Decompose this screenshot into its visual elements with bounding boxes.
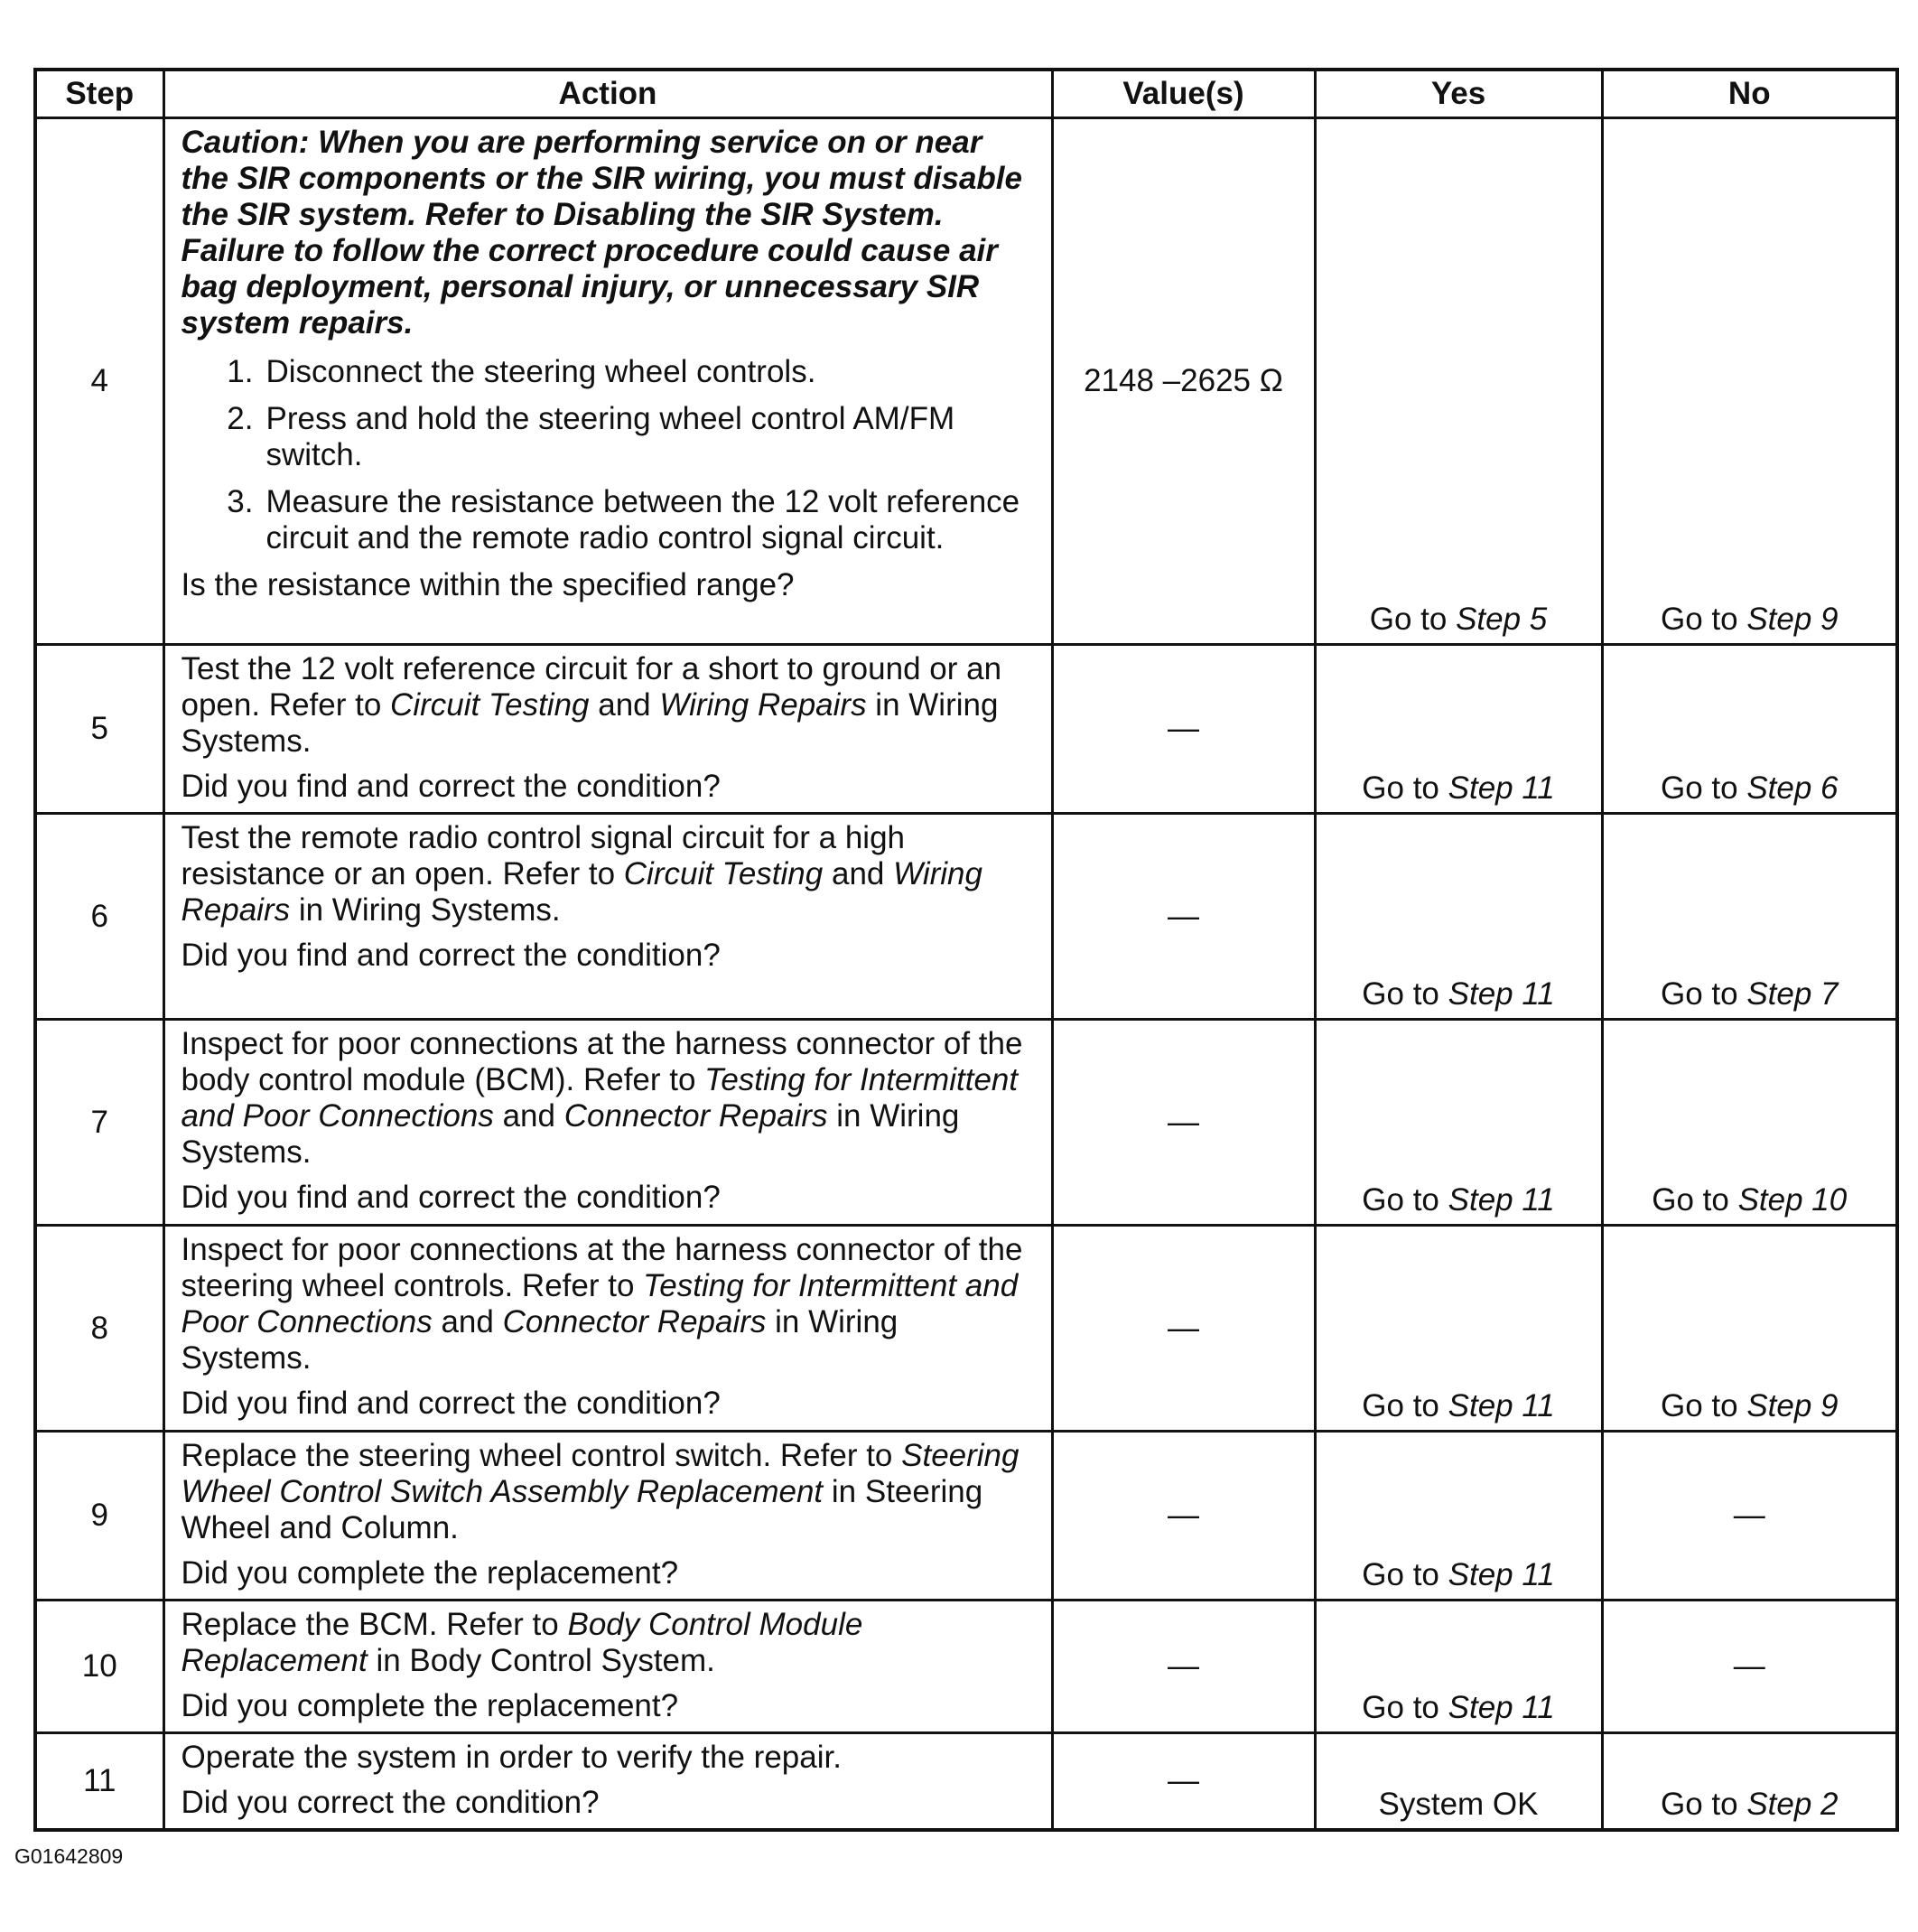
table-row [35, 1601, 1897, 1733]
no-prefix: Go to [1660, 602, 1747, 637]
reference-link: Connector Repairs [502, 1304, 767, 1339]
no-step-link: Step 10 [1737, 1182, 1848, 1218]
action-text-part: Replace the steering wheel control switch. Refer to [181, 1438, 902, 1473]
yes-step-link: Step 11 [1448, 1690, 1555, 1725]
yes-cell [1315, 645, 1602, 814]
substep-text: Press and hold the steering wheel control AM/FM switch. [265, 401, 955, 472]
yes-cell [1315, 1601, 1602, 1733]
action-cell [163, 1601, 1052, 1733]
question-text: Did you complete the replacement? [181, 1555, 679, 1591]
question-text: Is the resistance within the specified range? [181, 567, 795, 602]
action-text [182, 820, 1035, 929]
value-cell: — [1052, 814, 1315, 1020]
no-cell [1602, 1226, 1897, 1432]
substep-text: Disconnect the steering wheel controls. [265, 354, 816, 389]
action-text-part: and [432, 1304, 503, 1339]
reference-link: Circuit Testing [623, 856, 824, 891]
value-cell: — [1052, 1226, 1315, 1432]
substep-text: Measure the resistance between the 12 volt reference circuit and the remote radio control signal circuit. [265, 484, 1020, 555]
no-step-link: Step 2 [1746, 1787, 1839, 1822]
action-text-part: in Wiring Systems. [290, 892, 561, 928]
reference-link: Wiring Repairs [181, 856, 982, 928]
value-cell: 2148 –2625 Ω [1052, 118, 1315, 645]
action-text-part: Inspect for poor connections at the harness connector of the body control module (BCM). Refer to [181, 1026, 1023, 1097]
reference-link: Body Control Module Replacement [181, 1607, 863, 1678]
yes-step-link: Step 11 [1448, 770, 1555, 806]
question-text: Did you find and correct the condition? [181, 1180, 721, 1215]
yes-prefix: Go to [1369, 602, 1457, 637]
substep-number: 1. [227, 354, 254, 389]
question-text: Did you correct the condition? [181, 1785, 600, 1820]
no-step-link: Step 9 [1746, 1388, 1839, 1423]
step-number: 6 [35, 814, 163, 1020]
action-text-part: Test the remote radio control signal circuit for a high resistance or an open. Refer to [181, 820, 905, 891]
action-text [182, 651, 1035, 760]
table-row [35, 814, 1897, 1020]
no-prefix: Go to [1660, 1787, 1747, 1822]
action-text: Operate the system in order to verify the repair. [181, 1740, 842, 1775]
reference-link: Testing for Intermittent and Poor Connections [181, 1268, 1019, 1339]
substep-number: 2. [227, 401, 254, 436]
reference-link: Wiring Repairs [659, 687, 867, 723]
action-cell [163, 645, 1052, 814]
action-cell [163, 1020, 1052, 1226]
no-cell [1602, 1020, 1897, 1226]
list-item [182, 354, 1035, 390]
action-text [182, 1026, 1035, 1171]
action-text-part: Test the 12 volt reference circuit for a short to ground or an open. Refer to [181, 651, 1002, 723]
yes-step-link: Step 11 [1448, 1388, 1555, 1423]
yes-cell [1315, 118, 1602, 645]
question-text: Did you find and correct the condition? [181, 938, 721, 973]
yes-prefix: Go to [1362, 1557, 1448, 1592]
action-text-part: in Body Control System. [367, 1643, 715, 1678]
no-step-link: Step 7 [1746, 976, 1839, 1012]
yes-cell [1315, 1432, 1602, 1601]
yes-step-link: Step 5 [1456, 602, 1548, 637]
no-prefix: Go to [1660, 976, 1747, 1012]
caution-text: Caution: When you are performing service on or near the SIR components or the SIR wiring, you must disable the SIR system. Refer to Disabling the SIR System. Failure to follow the correct procedure could cause air bag deployment, personal injury, or unnecessary SIR system repairs. [181, 125, 1022, 341]
action-text-part: and [493, 1098, 564, 1134]
header-row [35, 70, 1897, 118]
action-cell [163, 1432, 1052, 1601]
header-values: Value(s) [1052, 70, 1315, 118]
no-cell [1602, 814, 1897, 1020]
question-text: Did you find and correct the condition? [181, 769, 721, 804]
no-step-link: Step 9 [1746, 602, 1839, 637]
yes-prefix: Go to [1362, 770, 1448, 806]
substep-list [182, 354, 1035, 556]
action-text-part: and [589, 687, 660, 723]
value-cell: — [1052, 1432, 1315, 1601]
action-text [182, 1232, 1035, 1377]
diagnostic-table [33, 68, 1899, 1832]
yes-cell: System OK [1315, 1733, 1602, 1831]
no-cell [1602, 1733, 1897, 1831]
yes-prefix: Go to [1362, 976, 1448, 1012]
yes-cell [1315, 1226, 1602, 1432]
header-action: Action [163, 70, 1052, 118]
action-text-part: and [823, 856, 894, 891]
header-step: Step [35, 70, 163, 118]
substep-number: 3. [227, 484, 254, 519]
value-cell: — [1052, 1601, 1315, 1733]
yes-step-link: Step 11 [1448, 976, 1555, 1012]
no-step-link: Step 6 [1746, 770, 1839, 806]
no-cell [1602, 118, 1897, 645]
step-number: 7 [35, 1020, 163, 1226]
action-cell [163, 814, 1052, 1020]
yes-prefix: Go to [1362, 1388, 1448, 1423]
action-cell [163, 118, 1052, 645]
table-row [35, 1432, 1897, 1601]
table-row [35, 1020, 1897, 1226]
step-number: 9 [35, 1432, 163, 1601]
no-prefix: Go to [1652, 1182, 1738, 1218]
action-text-part: in Wiring Systems. [181, 687, 999, 759]
value-cell: — [1052, 1020, 1315, 1226]
action-text-part: in Wiring Systems. [181, 1098, 960, 1170]
reference-link: Testing for Intermittent and Poor Connections [181, 1062, 1019, 1134]
no-cell: — [1602, 1601, 1897, 1733]
yes-cell [1315, 814, 1602, 1020]
reference-link: Steering Wheel Control Switch Assembly Replacement [181, 1438, 1020, 1509]
action-text-part: in Wiring Systems. [181, 1304, 898, 1376]
question-text: Did you find and correct the condition? [181, 1386, 721, 1421]
no-cell: — [1602, 1432, 1897, 1601]
step-number: 10 [35, 1601, 163, 1733]
value-cell: — [1052, 645, 1315, 814]
reference-link: Circuit Testing [390, 687, 590, 723]
step-number: 8 [35, 1226, 163, 1432]
action-cell [163, 1226, 1052, 1432]
no-prefix: Go to [1660, 1388, 1747, 1423]
action-text-part: Inspect for poor connections at the harness connector of the steering wheel controls. Refer to [181, 1232, 1023, 1303]
step-number: 5 [35, 645, 163, 814]
table-row [35, 645, 1897, 814]
table-row [35, 118, 1897, 645]
action-text-part: Replace the BCM. Refer to [181, 1607, 568, 1642]
yes-step-link: Step 11 [1448, 1182, 1555, 1218]
list-item [182, 401, 1035, 473]
table-row [35, 1733, 1897, 1831]
action-text-part: in Steering Wheel and Column. [181, 1474, 983, 1545]
step-number: 11 [35, 1733, 163, 1831]
yes-cell [1315, 1020, 1602, 1226]
yes-prefix: Go to [1362, 1182, 1448, 1218]
yes-prefix: Go to [1362, 1690, 1448, 1725]
question-text: Did you complete the replacement? [181, 1688, 679, 1723]
action-text [182, 1438, 1035, 1546]
value-cell: — [1052, 1733, 1315, 1831]
action-text [182, 1607, 1035, 1679]
list-item [182, 484, 1035, 556]
figure-id: G01642809 [14, 1844, 124, 1868]
action-cell [163, 1733, 1052, 1831]
reference-link: Connector Repairs [563, 1098, 828, 1134]
no-cell [1602, 645, 1897, 814]
header-no: No [1602, 70, 1897, 118]
header-yes: Yes [1315, 70, 1602, 118]
step-number: 4 [35, 118, 163, 645]
table-row [35, 1226, 1897, 1432]
no-prefix: Go to [1660, 770, 1747, 806]
yes-step-link: Step 11 [1448, 1557, 1555, 1592]
